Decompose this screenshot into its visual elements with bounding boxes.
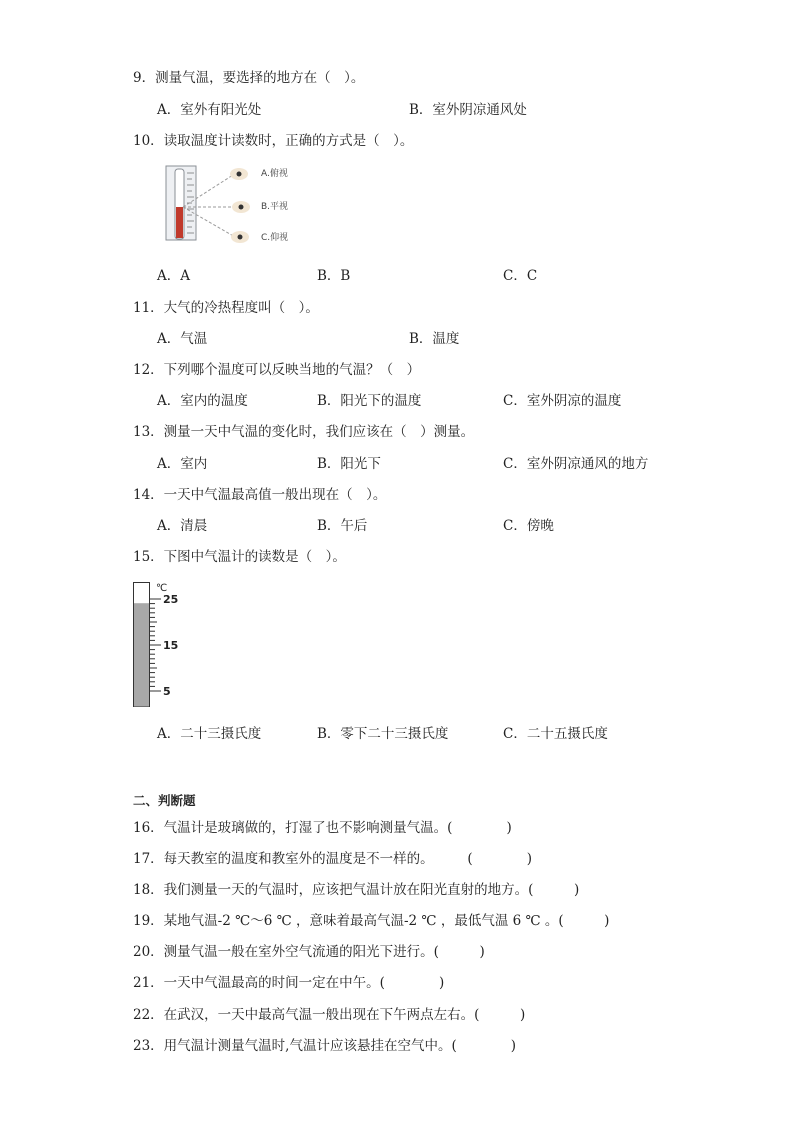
q12-option-a: A．室内的温度 xyxy=(157,393,248,409)
judgement-item-20: 20．测量气温一般在室外空气流通的阳光下进行。( ) xyxy=(133,944,485,960)
tick-label-25: 25 xyxy=(163,593,179,606)
q14-option-c: C．傍晚 xyxy=(503,518,554,534)
question-11: 11．大气的冷热程度叫（ ）。 xyxy=(133,300,319,316)
q10-option-c: C．C xyxy=(503,268,538,284)
label-c: C.仰视 xyxy=(261,233,289,243)
q15-option-c: C．二十五摄氏度 xyxy=(503,726,608,742)
judgement-item-23: 23．用气温计测量气温时,气温计应该悬挂在空气中。( ) xyxy=(133,1038,517,1054)
judgement-item-21: 21．一天中气温最高的时间一定在中午。( ) xyxy=(133,975,445,991)
q13-option-b: B．阳光下 xyxy=(317,456,381,472)
eye-icon-top xyxy=(230,168,248,180)
judgement-item-17: 17．每天教室的温度和教室外的温度是不一样的。 ( ) xyxy=(133,851,532,867)
q13-option-c: C．室外阴凉通风的地方 xyxy=(503,456,649,472)
q15-option-b: B．零下二十三摄氏度 xyxy=(317,726,449,742)
question-12: 12．下列哪个温度可以反映当地的气温？（ ） xyxy=(133,362,421,378)
judgement-item-18: 18．我们测量一天的气温时，应该把气温计放在阳光直射的地方。( ) xyxy=(133,882,580,898)
q10-option-a: A．A xyxy=(157,268,190,284)
label-a: A.俯视 xyxy=(261,169,288,179)
eye-icon-middle xyxy=(232,201,250,213)
unit-label: ℃ xyxy=(156,583,168,594)
question-14: 14．一天中气温最高值一般出现在（ ）。 xyxy=(133,487,387,503)
question-15: 15．下图中气温计的读数是（ ）。 xyxy=(133,549,346,565)
mercury-column xyxy=(176,207,183,238)
q15-option-a: A．二十三摄氏度 xyxy=(157,726,262,742)
eye-icon-bottom xyxy=(231,231,249,243)
q9-option-b: B．室外阴凉通风处 xyxy=(409,102,527,118)
question-10: 10．读取温度计读数时，正确的方式是（ ）。 xyxy=(133,133,414,149)
q13-option-a: A．室内 xyxy=(157,456,208,472)
q11-option-a: A．气温 xyxy=(157,331,208,347)
q12-option-b: B．阳光下的温度 xyxy=(317,393,422,409)
q9-option-a: A．室外有阳光处 xyxy=(157,102,262,118)
q10-option-b: B．B xyxy=(317,268,351,284)
tick-label-15: 15 xyxy=(163,639,179,652)
question-9: 9．测量气温，要选择的地方在（ ）。 xyxy=(133,70,365,86)
q14-option-a: A．清晨 xyxy=(157,518,208,534)
q14-option-b: B．午后 xyxy=(317,518,368,534)
q12-option-c: C．室外阴凉的温度 xyxy=(503,393,622,409)
liquid-column xyxy=(134,603,149,706)
judgement-item-16: 16．气温计是玻璃做的，打湿了也不影响测量气温。( ) xyxy=(133,820,512,836)
section-title: 二、判断题 xyxy=(133,793,196,808)
judgement-item-22: 22．在武汉，一天中最高气温一般出现在下午两点左右。( ) xyxy=(133,1007,526,1023)
tick-label-5: 5 xyxy=(163,685,171,698)
thermometer-scale-figure xyxy=(131,578,191,710)
label-b: B.平视 xyxy=(261,202,289,212)
thermometer-reading-figure xyxy=(163,163,303,243)
judgement-item-19: 19．某地气温-2 ℃～6 ℃ ，意味着最高气温-2 ℃ ，最低气温 6 ℃ 。( ) xyxy=(133,913,610,929)
q11-option-b: B．温度 xyxy=(409,331,460,347)
question-13: 13．测量一天中气温的变化时，我们应该在（ ）测量。 xyxy=(133,424,475,440)
